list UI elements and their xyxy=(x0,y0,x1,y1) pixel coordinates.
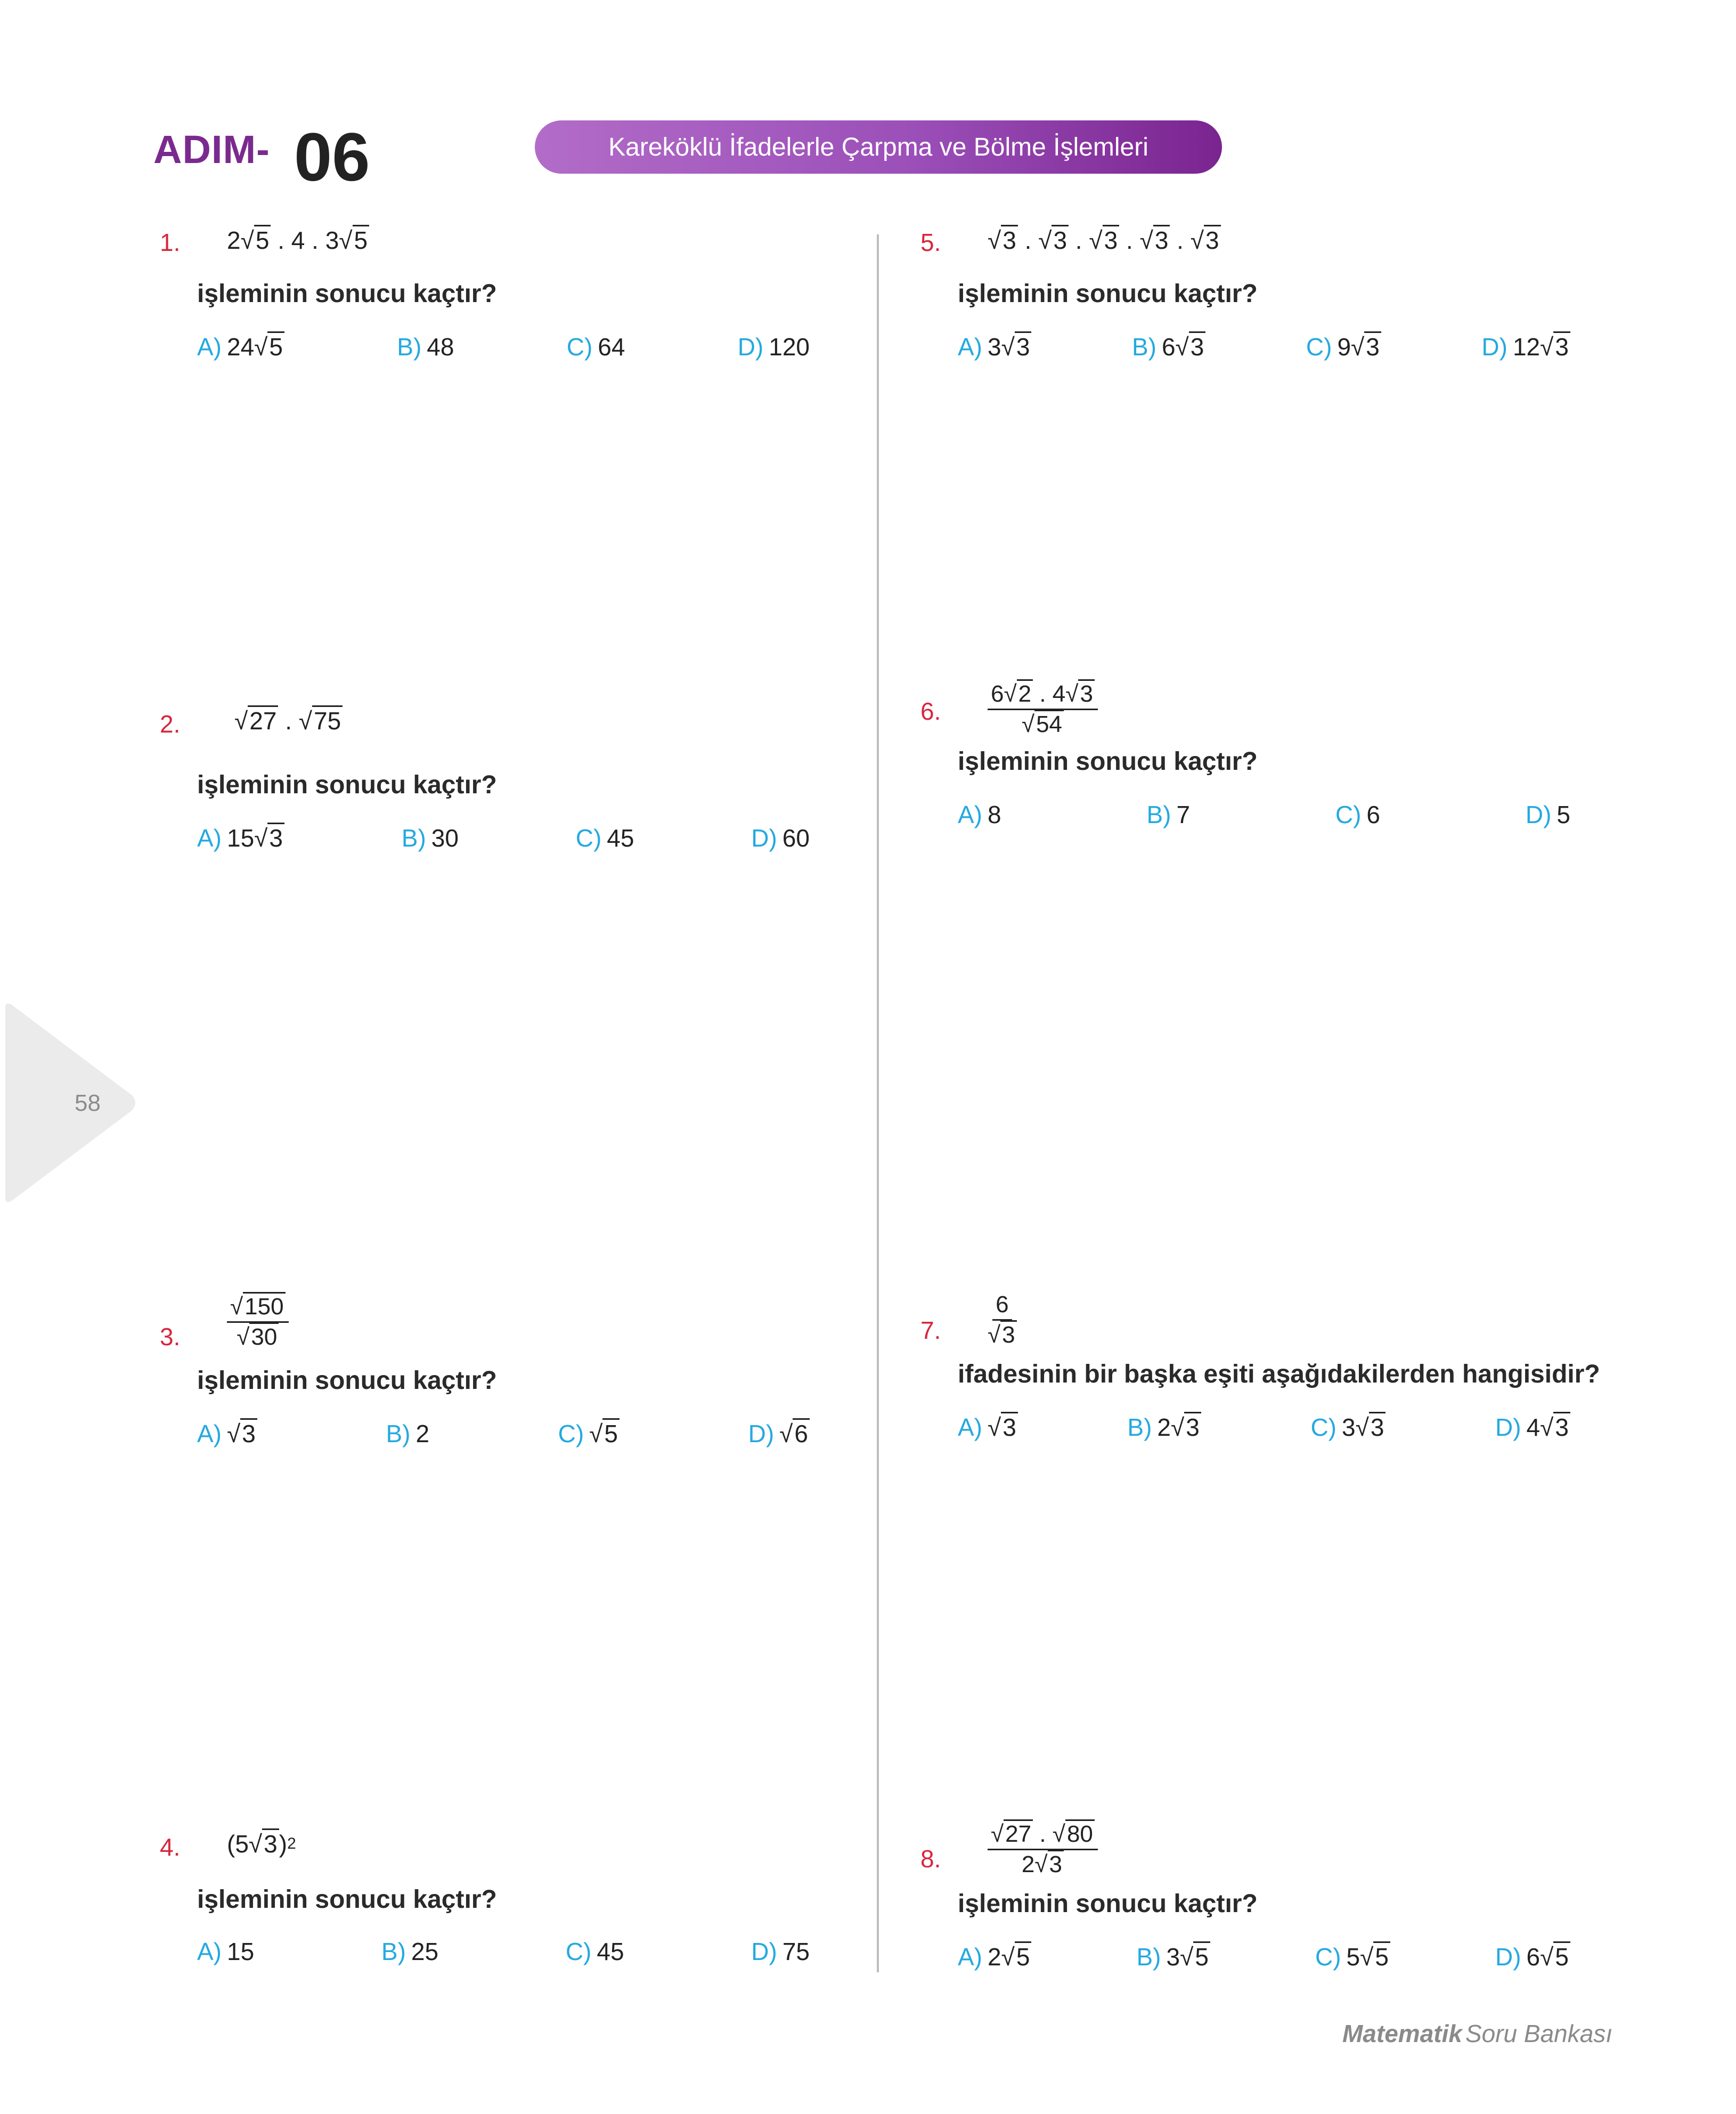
page-tab-triangle xyxy=(5,1002,138,1204)
option-letter: B) xyxy=(381,1938,406,1965)
square-root xyxy=(230,1295,286,1319)
option-value xyxy=(1556,801,1570,828)
math-text: ) xyxy=(279,1830,288,1858)
square-root xyxy=(241,226,271,255)
radicand: 5 xyxy=(1373,1941,1390,1971)
option-value xyxy=(1366,801,1380,828)
answer-option-c[interactable] xyxy=(576,824,634,852)
math-text: 64 xyxy=(598,333,625,361)
question-number: 6. xyxy=(920,697,941,725)
math-text: . xyxy=(1017,226,1039,254)
square-root xyxy=(1001,332,1032,361)
math-text: 3 xyxy=(1341,1413,1356,1441)
topic-banner xyxy=(535,120,1222,174)
fraction-numerator xyxy=(992,1292,1012,1321)
question-stem: ifadesinin bir başka eşiti aşağıdakilerden hangisidir? xyxy=(958,1360,1600,1388)
math-text: 7 xyxy=(1176,801,1191,828)
option-value xyxy=(988,801,1001,828)
radicand: 3 xyxy=(1048,1850,1064,1877)
square-root xyxy=(1540,332,1570,361)
question-4 xyxy=(160,1827,810,2040)
answer-option-a[interactable] xyxy=(197,1419,257,1448)
square-root xyxy=(1089,226,1119,255)
square-root xyxy=(1034,1852,1064,1877)
answer-option-d[interactable] xyxy=(1495,1413,1570,1442)
radicand: 3 xyxy=(1015,331,1032,361)
square-root xyxy=(589,1419,620,1448)
square-root xyxy=(1065,682,1095,706)
square-root xyxy=(988,1323,1017,1347)
radicand: 3 xyxy=(267,823,284,852)
topic-title: Kareköklü İfadelerle Çarpma ve Bölme İşlemleri xyxy=(608,133,1148,161)
math-text: . 4 . 3 xyxy=(271,226,339,254)
math-text: 8 xyxy=(988,801,1001,828)
option-value xyxy=(1337,333,1381,361)
question-fraction xyxy=(988,1822,1098,1877)
option-value xyxy=(1166,1943,1210,1971)
radicand: 3 xyxy=(1103,225,1120,254)
question-stem: işleminin sonucu kaçtır? xyxy=(197,1885,497,1914)
option-letter: B) xyxy=(397,333,422,361)
math-text: . xyxy=(1069,226,1089,254)
answer-option-d[interactable] xyxy=(1481,332,1570,361)
radicand: 27 xyxy=(248,705,278,735)
math-text: 45 xyxy=(597,1938,624,1965)
option-letter: A) xyxy=(958,1943,982,1971)
square-root xyxy=(1540,1942,1570,1971)
option-letter: A) xyxy=(197,824,222,852)
answer-option-b[interactable] xyxy=(1136,1942,1210,1971)
page-number: 58 xyxy=(75,1090,101,1116)
question-stem: işleminin sonucu kaçtır? xyxy=(197,280,497,308)
option-letter: A) xyxy=(958,801,982,828)
question-3 xyxy=(160,1295,810,1508)
question-1 xyxy=(160,224,810,437)
option-letter: D) xyxy=(1495,1413,1521,1441)
option-value xyxy=(411,1938,438,1965)
math-text: 25 xyxy=(411,1938,439,1965)
option-value xyxy=(427,333,454,361)
fraction-denominator xyxy=(1022,710,1064,737)
footer-subject: Matematik xyxy=(1342,2020,1462,2047)
option-letter: D) xyxy=(1525,801,1552,828)
fraction-denominator xyxy=(1022,1850,1064,1877)
option-letter: B) xyxy=(386,1420,411,1448)
option-value xyxy=(1513,333,1570,361)
option-value xyxy=(1347,1943,1390,1971)
radicand: 150 xyxy=(243,1292,285,1320)
question-number: 2. xyxy=(160,710,181,738)
answer-option-a[interactable] xyxy=(197,824,284,852)
question-expression xyxy=(234,706,343,735)
math-text: 9 xyxy=(1337,333,1351,361)
math-text: 6 xyxy=(991,681,1004,707)
answer-option-b[interactable] xyxy=(1146,800,1190,829)
question-number: 1. xyxy=(160,229,181,256)
option-value xyxy=(1342,1413,1385,1441)
question-stem: işleminin sonucu kaçtır? xyxy=(958,747,1258,776)
answer-options xyxy=(197,1419,810,1448)
option-value xyxy=(1157,1413,1201,1441)
square-root xyxy=(249,1830,279,1858)
question-number: 4. xyxy=(160,1833,181,1861)
radicand: 75 xyxy=(312,705,343,735)
option-value xyxy=(1162,333,1205,361)
square-root xyxy=(254,824,284,852)
math-text: 3 xyxy=(988,333,1001,361)
math-text: (5 xyxy=(227,1830,249,1858)
radicand: 3 xyxy=(1553,331,1570,361)
radicand: 3 xyxy=(1078,679,1094,707)
option-letter: A) xyxy=(197,333,222,361)
math-text: 2 xyxy=(1021,1851,1035,1878)
radicand: 3 xyxy=(1364,331,1381,361)
step-label: ADIM- xyxy=(153,127,270,172)
question-fraction xyxy=(988,1292,1017,1347)
square-root xyxy=(1351,332,1381,361)
option-value xyxy=(227,1420,257,1448)
option-value xyxy=(783,824,810,852)
option-value xyxy=(988,1943,1031,1971)
answer-option-a[interactable] xyxy=(197,332,284,361)
square-root xyxy=(339,226,369,255)
math-text: 120 xyxy=(769,333,810,361)
option-letter: D) xyxy=(1495,1943,1521,1971)
math-text: 6 xyxy=(1366,801,1381,828)
fraction-numerator xyxy=(988,1822,1098,1850)
option-value xyxy=(1176,801,1190,828)
math-text: 15 xyxy=(227,1938,255,1965)
square-root xyxy=(779,1419,810,1448)
option-value xyxy=(431,824,459,852)
answer-option-c[interactable] xyxy=(558,1419,620,1448)
square-root xyxy=(254,332,284,361)
answer-option-c[interactable] xyxy=(1315,1942,1390,1971)
answer-option-d[interactable] xyxy=(751,1937,810,1966)
fraction-denominator xyxy=(237,1323,279,1349)
square-root xyxy=(1176,332,1206,361)
option-letter: A) xyxy=(958,333,982,361)
radicand: 54 xyxy=(1034,710,1064,737)
math-text: . xyxy=(1119,226,1140,254)
radicand: 80 xyxy=(1065,1819,1095,1847)
square-root xyxy=(1191,226,1221,255)
option-letter: C) xyxy=(566,333,593,361)
option-letter: C) xyxy=(565,1938,592,1965)
square-root xyxy=(1540,1413,1570,1442)
square-root xyxy=(1356,1413,1386,1442)
option-value xyxy=(589,1420,620,1448)
square-root xyxy=(237,1325,279,1349)
option-letter: C) xyxy=(1310,1413,1336,1441)
square-root xyxy=(1004,682,1033,706)
radicand: 5 xyxy=(254,225,271,254)
answer-option-a[interactable] xyxy=(958,1942,1031,1971)
square-root xyxy=(227,1419,257,1448)
option-value xyxy=(988,1413,1018,1441)
math-text: . xyxy=(1170,226,1191,254)
math-text: 2 xyxy=(988,1943,1001,1971)
math-text: 15 xyxy=(227,824,255,852)
square-root xyxy=(988,1413,1018,1442)
option-letter: D) xyxy=(751,824,777,852)
answer-option-c[interactable] xyxy=(567,332,625,361)
fraction-numerator xyxy=(988,682,1098,710)
answer-option-a[interactable] xyxy=(958,332,1031,361)
math-text: 45 xyxy=(607,824,634,852)
option-value xyxy=(607,824,634,852)
radicand: 5 xyxy=(602,1418,620,1448)
answer-options xyxy=(958,332,1570,361)
question-stem: işleminin sonucu kaçtır? xyxy=(958,280,1258,308)
option-letter: A) xyxy=(197,1420,222,1448)
math-text: 4 xyxy=(1526,1413,1541,1441)
math-text: 75 xyxy=(782,1938,810,1965)
option-letter: C) xyxy=(1335,801,1362,828)
radicand: 2 xyxy=(1017,679,1033,707)
answer-option-d[interactable] xyxy=(1526,800,1570,829)
math-text: 2 xyxy=(1157,1413,1171,1441)
answer-option-c[interactable] xyxy=(1310,1413,1385,1442)
question-5 xyxy=(920,224,1570,437)
option-value xyxy=(415,1420,429,1448)
answer-option-c[interactable] xyxy=(566,1937,624,1966)
square-root xyxy=(1053,1822,1095,1847)
square-root xyxy=(1180,1942,1210,1971)
option-value xyxy=(597,1938,624,1965)
square-root xyxy=(1001,1942,1032,1971)
option-value xyxy=(783,1938,810,1965)
option-letter: D) xyxy=(1481,333,1507,361)
answer-options xyxy=(958,800,1570,829)
answer-option-b[interactable] xyxy=(402,824,459,852)
option-letter: B) xyxy=(1131,333,1156,361)
option-value xyxy=(1527,1413,1570,1441)
radicand: 3 xyxy=(1553,1412,1570,1441)
square-root xyxy=(1360,1942,1390,1971)
option-letter: C) xyxy=(1306,333,1332,361)
column-divider xyxy=(877,234,879,1972)
math-text: 24 xyxy=(227,333,255,361)
option-letter: B) xyxy=(1146,801,1171,828)
question-expression xyxy=(227,1830,296,1858)
answer-option-c[interactable] xyxy=(1306,332,1381,361)
radicand: 5 xyxy=(353,225,370,254)
math-text: 2 xyxy=(227,226,241,254)
option-letter: C) xyxy=(558,1420,584,1448)
math-text: 30 xyxy=(431,824,459,852)
radicand: 3 xyxy=(1001,1412,1018,1441)
radicand: 5 xyxy=(1015,1941,1032,1971)
radicand: 3 xyxy=(1000,1320,1016,1348)
question-stem: işleminin sonucu kaçtır? xyxy=(197,1367,497,1395)
radicand: 5 xyxy=(267,331,284,361)
option-letter: D) xyxy=(748,1420,775,1448)
answer-option-c[interactable] xyxy=(1335,800,1380,829)
square-root xyxy=(1140,226,1170,255)
question-stem: işleminin sonucu kaçtır? xyxy=(958,1890,1258,1918)
math-text: . xyxy=(1033,1821,1053,1847)
radicand: 3 xyxy=(1189,331,1206,361)
option-letter: B) xyxy=(401,824,426,852)
math-text: 3 xyxy=(1166,1943,1180,1971)
radicand: 3 xyxy=(262,1828,279,1858)
square-root xyxy=(299,706,343,735)
radicand: 5 xyxy=(1193,1941,1210,1971)
option-value xyxy=(988,333,1031,361)
math-text: 60 xyxy=(782,824,810,852)
radicand: 27 xyxy=(1004,1819,1033,1847)
math-text: 5 xyxy=(1346,1943,1360,1971)
question-6 xyxy=(920,682,1570,895)
option-letter: A) xyxy=(197,1938,222,1965)
option-value xyxy=(227,1938,254,1965)
answer-options xyxy=(958,1942,1570,1971)
footer-book: Soru Bankası xyxy=(1465,2020,1613,2047)
question-stem: işleminin sonucu kaçtır? xyxy=(197,771,497,799)
math-text: . 4 xyxy=(1033,681,1066,707)
option-letter: D) xyxy=(737,333,764,361)
option-letter: B) xyxy=(1127,1413,1152,1441)
answer-option-b[interactable] xyxy=(381,1937,438,1966)
answer-option-b[interactable] xyxy=(397,332,454,361)
option-letter: D) xyxy=(751,1938,777,1965)
answer-option-b[interactable] xyxy=(1132,332,1205,361)
answer-option-a[interactable] xyxy=(958,800,1001,829)
fraction-denominator xyxy=(988,1321,1017,1347)
math-text: 6 xyxy=(1526,1943,1541,1971)
answer-options xyxy=(197,332,810,361)
radicand: 6 xyxy=(793,1418,810,1448)
option-letter: B) xyxy=(1136,1943,1161,1971)
square-root xyxy=(988,226,1018,255)
answer-option-a[interactable] xyxy=(958,1413,1018,1442)
radicand: 3 xyxy=(1153,225,1170,254)
question-2 xyxy=(160,704,810,917)
question-8 xyxy=(920,1822,1570,2035)
radicand: 5 xyxy=(1553,1941,1570,1971)
math-text: 48 xyxy=(427,333,454,361)
option-value xyxy=(769,333,810,361)
math-text: 6 xyxy=(996,1291,1009,1318)
math-text: . xyxy=(278,707,299,735)
square-root xyxy=(1171,1413,1201,1442)
math-text: 6 xyxy=(1161,333,1176,361)
option-value xyxy=(227,824,284,852)
radicand: 3 xyxy=(1001,225,1018,254)
square-root xyxy=(234,706,278,735)
option-letter: A) xyxy=(958,1413,982,1441)
question-number: 7. xyxy=(920,1316,941,1344)
option-value xyxy=(227,333,284,361)
exponent: 2 xyxy=(287,1835,296,1852)
answer-option-d[interactable] xyxy=(748,1419,810,1448)
option-value xyxy=(1527,1943,1570,1971)
option-value xyxy=(598,333,625,361)
question-expression xyxy=(227,226,369,255)
answer-option-d[interactable] xyxy=(751,824,810,852)
math-text: 2 xyxy=(415,1420,430,1448)
answer-option-b[interactable] xyxy=(1127,1413,1201,1442)
answer-option-d[interactable] xyxy=(1495,1942,1570,1971)
question-expression xyxy=(988,226,1221,255)
option-letter: C) xyxy=(575,824,602,852)
question-number: 3. xyxy=(160,1323,181,1351)
radicand: 3 xyxy=(1204,225,1221,254)
question-fraction xyxy=(988,682,1098,737)
square-root xyxy=(991,1822,1033,1847)
square-root xyxy=(1022,712,1064,737)
question-7 xyxy=(920,1291,1600,1506)
question-number: 8. xyxy=(920,1845,941,1873)
answer-options xyxy=(197,1937,810,1966)
answer-option-a[interactable] xyxy=(197,1937,254,1966)
radicand: 3 xyxy=(240,1418,257,1448)
answer-option-b[interactable] xyxy=(386,1419,429,1448)
square-root xyxy=(1038,226,1069,255)
fraction-numerator xyxy=(227,1295,289,1323)
option-value xyxy=(779,1420,810,1448)
answer-options xyxy=(197,824,810,852)
radicand: 3 xyxy=(1184,1412,1201,1441)
question-fraction xyxy=(227,1295,289,1349)
radicand: 30 xyxy=(249,1322,279,1350)
option-letter: C) xyxy=(1315,1943,1341,1971)
math-text: 5 xyxy=(1556,801,1570,828)
answer-options xyxy=(958,1413,1570,1442)
math-text: 12 xyxy=(1512,333,1541,361)
radicand: 3 xyxy=(1369,1412,1386,1441)
step-number: 06 xyxy=(294,119,370,196)
answer-option-d[interactable] xyxy=(738,332,810,361)
radicand: 3 xyxy=(1052,225,1069,254)
question-number: 5. xyxy=(920,229,941,256)
